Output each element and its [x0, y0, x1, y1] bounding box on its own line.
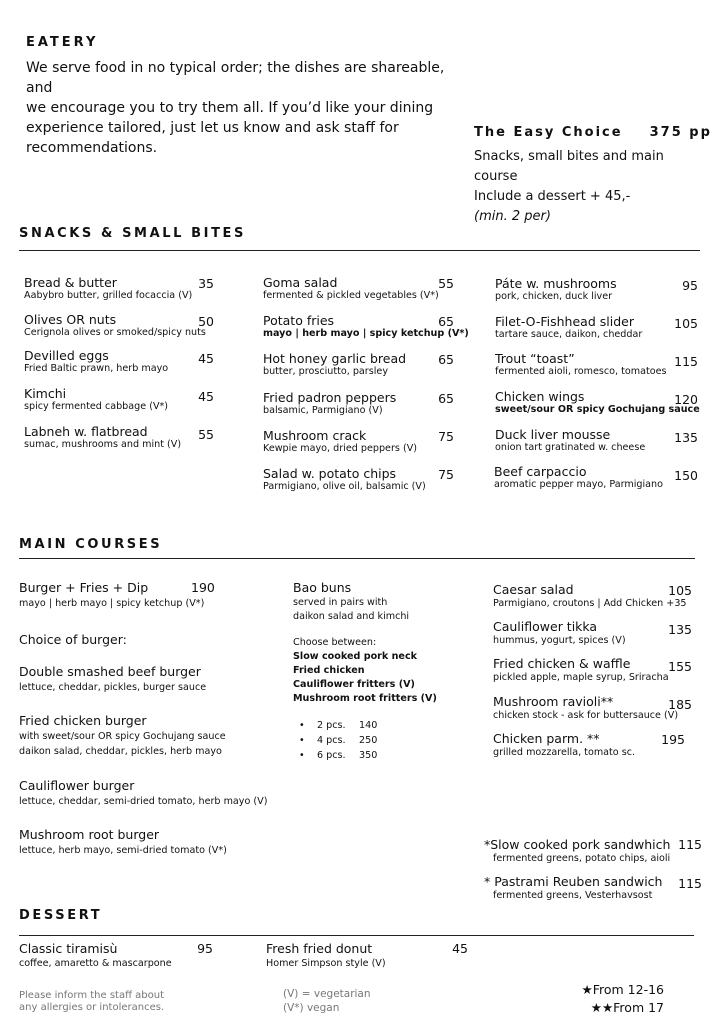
bullet-icon: •	[299, 750, 305, 761]
item-price: 195	[661, 732, 685, 747]
item-desc: Homer Simpson style (V)	[266, 958, 386, 969]
item-name: Salad w. potato chips	[263, 466, 397, 481]
item-name: Páte w. mushrooms	[495, 276, 617, 291]
item-price: 105	[674, 316, 698, 331]
easy-choice-header	[474, 125, 714, 140]
bao-size-price: 250	[359, 735, 378, 746]
item-price: 115	[678, 876, 702, 891]
easy-choice-line: Snacks, small bites and main	[474, 149, 664, 164]
legend-line: (V) = vegetarian	[283, 988, 371, 1000]
item-desc: Aabybro butter, grilled focaccia (V)	[24, 290, 193, 301]
intro-line: recommendations.	[26, 140, 158, 156]
menu-item	[495, 427, 698, 454]
time-legend	[580, 981, 664, 1017]
menu-item	[493, 694, 692, 722]
item-desc: aromatic pepper mayo, Parmigiano	[494, 479, 664, 490]
menu-item	[495, 276, 698, 303]
dessert-item	[266, 941, 468, 970]
burger-item	[19, 713, 226, 758]
allergy-line: any allergies or intolerances.	[19, 1002, 165, 1013]
item-desc: lettuce, cheddar, pickles, burger sauce	[19, 682, 207, 693]
easy-choice-price: 375 pp	[649, 125, 712, 140]
item-desc: spicy fermented cabbage (V*)	[24, 401, 169, 412]
item-price: 75	[438, 467, 454, 482]
item-desc: tartare sauce, daikon, cheddar	[495, 329, 643, 340]
bullet-icon: •	[299, 720, 305, 731]
bao-size-row	[293, 718, 463, 733]
item-desc: pork, chicken, duck liver	[495, 291, 613, 302]
item-desc: fermented greens, potato chips, aioli	[493, 853, 671, 864]
menu-item	[494, 464, 698, 491]
item-price: 75	[438, 429, 454, 444]
item-name: Goma salad	[263, 275, 338, 290]
item-price: 115	[678, 837, 702, 852]
menu-item	[24, 386, 214, 413]
sandwich-item	[484, 837, 702, 865]
section-divider	[19, 250, 700, 251]
item-desc: coffee, amaretto & mascarpone	[19, 958, 172, 969]
item-name: Duck liver mousse	[495, 427, 611, 442]
item-name: Potato fries	[263, 313, 335, 328]
allergy-note	[19, 990, 164, 1014]
menu-item	[263, 275, 454, 302]
item-price: 55	[438, 276, 454, 291]
item-desc: balsamic, Parmigiano (V)	[263, 405, 383, 416]
item-desc: Parmigiano, croutons | Add Chicken +35	[493, 598, 687, 609]
bao-choose-label: Choose between:	[293, 637, 377, 648]
menu-item	[263, 351, 454, 378]
item-price: 95	[197, 941, 213, 956]
item-name: Devilled eggs	[24, 348, 109, 363]
menu-item	[24, 275, 214, 302]
easy-choice-title: The Easy Choice	[474, 125, 623, 140]
item-price: 45	[198, 351, 214, 366]
item-price: 95	[682, 278, 698, 293]
item-price: 35	[198, 276, 214, 291]
section-divider	[19, 558, 695, 559]
item-desc: daikon salad, cheddar, pickles, herb mayo	[19, 746, 222, 757]
easy-choice-line: Include a dessert + 45,-	[474, 189, 631, 204]
bao-size-price: 140	[359, 720, 378, 731]
diet-legend	[283, 987, 371, 1015]
bao-sizes	[293, 718, 463, 763]
item-desc: fermented & pickled vegetables (V*)	[263, 290, 439, 301]
item-name: Labneh w. flatbread	[24, 424, 148, 439]
burger-item	[19, 778, 267, 808]
item-name: Hot honey garlic bread	[263, 351, 407, 366]
snacks-heading: SNACKS & SMALL BITES	[19, 226, 246, 241]
item-name: Caesar salad	[493, 582, 574, 597]
item-price: 45	[198, 389, 214, 404]
menu-item	[495, 389, 698, 416]
item-desc: sweet/sour OR spicy Gochujang sauce	[495, 404, 700, 415]
item-price: 65	[438, 391, 454, 406]
choice-label: Choice of burger:	[19, 632, 127, 647]
item-desc: hummus, yogurt, spices (V)	[493, 635, 626, 646]
item-name: Mushroom root burger	[19, 827, 160, 842]
item-desc: lettuce, cheddar, semi-dried tomato, herb mayo (V)	[19, 796, 268, 807]
intro-line: experience tailored, just let us know and ask staff for	[26, 120, 399, 136]
bao-size-qty: 6 pcs.	[317, 750, 346, 761]
section-divider	[19, 935, 694, 936]
item-name: Fresh fried donut	[266, 941, 373, 956]
item-name: Burger + Fries + Dip	[19, 580, 149, 595]
item-price: 65	[438, 352, 454, 367]
item-desc: mayo | herb mayo | spicy ketchup (V*)	[19, 598, 205, 609]
menu-item	[493, 656, 692, 684]
burger-dip-item	[19, 580, 249, 610]
item-desc: daikon salad and kimchi	[293, 611, 410, 622]
item-price: 150	[674, 468, 698, 483]
menu-item	[24, 348, 214, 375]
item-price: 135	[674, 430, 698, 445]
bao-size-row	[293, 748, 463, 763]
item-desc: lettuce, herb mayo, semi-dried tomato (V*)	[19, 845, 227, 856]
bao-size-qty: 2 pcs.	[317, 720, 346, 731]
item-name: Beef carpaccio	[494, 464, 587, 479]
item-name: Trout “toast”	[495, 351, 575, 366]
item-desc: fermented aioli, romesco, tomatoes	[495, 366, 667, 377]
item-name: * Pastrami Reuben sandwich	[484, 874, 663, 889]
easy-choice-box	[474, 125, 714, 227]
bao-size-qty: 4 pcs.	[317, 735, 346, 746]
item-price: 185	[668, 697, 692, 712]
dessert-heading: DESSERT	[19, 908, 103, 923]
item-name: Bread & butter	[24, 275, 117, 290]
item-desc: served in pairs with	[293, 597, 388, 608]
easy-choice-note: (min. 2 per)	[474, 209, 551, 224]
item-name: Fried padron peppers	[263, 390, 397, 405]
bao-filling: Fried chicken	[293, 665, 365, 676]
item-price: 155	[668, 659, 692, 674]
allergy-line: Please inform the staff about	[19, 990, 165, 1001]
menu-item	[24, 312, 214, 339]
item-name: Chicken wings	[495, 389, 585, 404]
item-price: 135	[668, 622, 692, 637]
item-desc: with sweet/sour OR spicy Gochujang sauce	[19, 731, 226, 742]
item-name: Double smashed beef burger	[19, 664, 201, 679]
item-price: 65	[438, 314, 454, 329]
intro-line: we encourage you to try them all. If you’d like your dining	[26, 100, 434, 116]
item-name: Chicken parm. **	[493, 731, 600, 746]
item-desc: butter, prosciutto, parsley	[263, 366, 388, 377]
menu-item	[24, 424, 214, 451]
item-desc: mayo | herb mayo | spicy ketchup (V*)	[263, 328, 469, 339]
bao-filling: Slow cooked pork neck	[293, 651, 418, 662]
item-name: *Slow cooked pork sandwhich	[484, 837, 671, 852]
burger-item	[19, 664, 206, 694]
bao-item	[293, 580, 463, 763]
item-desc: onion tart gratinated w. cheese	[495, 442, 646, 453]
item-name: Cauliflower burger	[19, 778, 135, 793]
item-desc: fermented greens, Vesterhavsost	[493, 890, 653, 901]
time-line: ★From 12-16	[581, 982, 664, 997]
item-name: Cauliflower tikka	[493, 619, 598, 634]
intro-line: We serve food in no typical order; the dishes are shareable, and	[26, 60, 445, 96]
bao-size-price: 350	[359, 750, 378, 761]
item-name: Fried chicken & waffle	[493, 656, 631, 671]
item-desc: Kewpie mayo, dried peppers (V)	[263, 443, 417, 454]
item-name: Filet-O-Fishhead slider	[495, 314, 634, 329]
bao-filling: Mushroom root fritters (V)	[293, 693, 437, 704]
item-price: 105	[668, 583, 692, 598]
easy-choice-line: course	[474, 169, 518, 184]
item-desc: Cerignola olives or smoked/spicy nuts	[24, 327, 206, 338]
item-price: 55	[198, 427, 214, 442]
item-name: Kimchi	[24, 386, 67, 401]
item-name: Classic tiramisù	[19, 941, 118, 956]
item-desc: grilled mozzarella, tomato sc.	[493, 747, 636, 758]
menu-item	[495, 351, 698, 378]
item-desc: Fried Baltic prawn, herb mayo	[24, 363, 169, 374]
item-price: 190	[191, 580, 215, 595]
bao-size-row	[293, 733, 463, 748]
menu-item	[493, 731, 685, 759]
item-name: Fried chicken burger	[19, 713, 147, 728]
menu-item	[495, 314, 698, 341]
bao-filling: Cauliflower fritters (V)	[293, 679, 415, 690]
item-price: 45	[452, 941, 468, 956]
menu-item	[263, 390, 454, 417]
item-name: Bao buns	[293, 580, 352, 595]
item-desc: Parmigiano, olive oil, balsamic (V)	[263, 481, 426, 492]
menu-item	[493, 582, 692, 610]
sandwich-item	[484, 874, 702, 902]
eatery-heading: EATERY	[26, 35, 99, 50]
menu-item	[493, 619, 692, 647]
time-line: ★★From 17	[590, 1000, 664, 1015]
menu-item	[263, 466, 454, 493]
item-name: Mushroom ravioli**	[493, 694, 614, 709]
intro-text	[26, 58, 456, 158]
item-price: 120	[674, 392, 698, 407]
legend-line: (V*) vegan	[283, 1002, 340, 1014]
menu-item	[263, 428, 454, 455]
bullet-icon: •	[299, 735, 305, 746]
burger-item	[19, 827, 227, 857]
menu-item	[263, 313, 469, 340]
item-desc: chicken stock - ask for buttersauce (V)	[493, 710, 679, 721]
mains-heading: MAIN COURSES	[19, 537, 163, 552]
item-price: 50	[198, 314, 214, 329]
item-desc: sumac, mushrooms and mint (V)	[24, 439, 182, 450]
item-price: 115	[674, 354, 698, 369]
item-desc: pickled apple, maple syrup, Sriracha	[493, 672, 669, 683]
item-name: Mushroom crack	[263, 428, 367, 443]
item-name: Olives OR nuts	[24, 312, 117, 327]
dessert-item	[19, 941, 213, 970]
